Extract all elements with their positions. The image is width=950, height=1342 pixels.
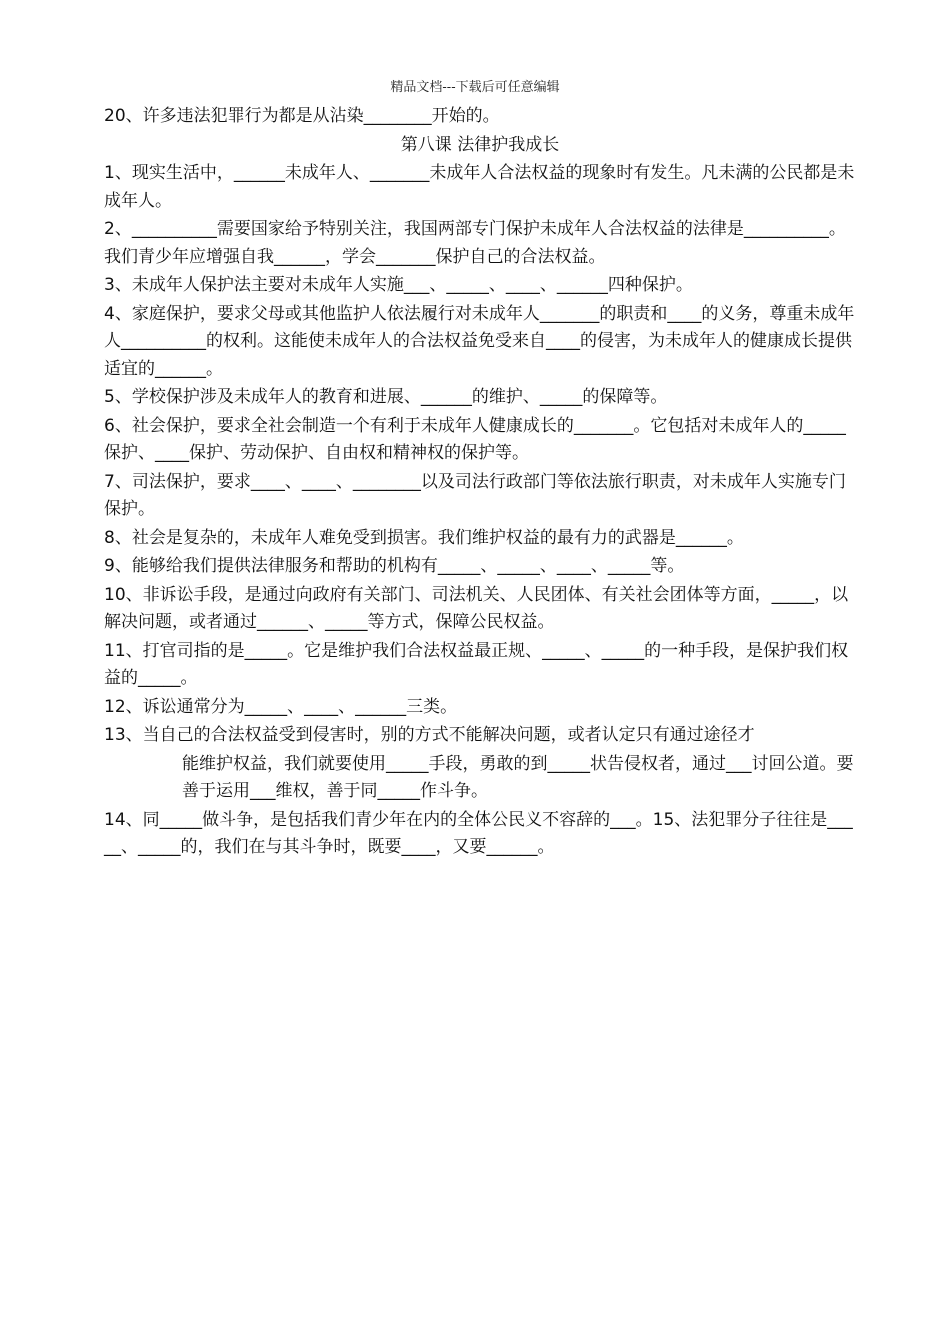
question-11: 11、打官司指的是_____。它是维护我们合法权益最正规、_____、_____的一种手段，是保护我们权益的_____。 xyxy=(104,640,849,688)
question-20: 20、许多违法犯罪行为都是从沾染________开始的。 xyxy=(104,106,500,126)
page-header: 精品文档---下载后可任意编辑 xyxy=(390,80,560,95)
lesson-title: 第八课 法律护我成长 xyxy=(400,134,560,155)
question-5: 5、学校保护涉及未成年人的教育和进展、______的维护、_____的保障等。 xyxy=(104,387,668,407)
question-13: 13、当自己的合法权益受到侵害时，别的方式不能解决问题，或者认定只有通过途径才 xyxy=(104,725,755,745)
question-9: 9、能够给我们提供法律服务和帮助的机构有_____、_____、____、_____等。 xyxy=(104,556,685,576)
question-10: 10、非诉讼手段，是通过向政府有关部门、司法机关、人民团体、有关社会团体等方面，_____，以解决问题，或者通过______、_____等方式，保障公民权益。 xyxy=(104,584,849,632)
question-3: 3、未成年人保护法主要对未成年人实施___、_____、____、______四种保护。 xyxy=(104,275,693,295)
question-6: 6、社会保护，要求全社会制造一个有利于未成年人健康成长的_______。它包括对未成年人的_____保护、____保护、劳动保护、自由权和精神权的保护等。 xyxy=(104,415,846,463)
worksheet-body xyxy=(104,103,856,863)
question-14-15: 14、同_____做斗争，是包括我们青少年在内的全体公民义不容辞的___。15、法犯罪分子往往是_____、_____的，我们在与其斗争时，既要____，又要______。 xyxy=(104,809,853,857)
question-2: 2、__________需要国家给予特别关注，我国两部专门保护未成年人合法权益的法律是__________。我们青少年应增强自我______，学会_______保护自己的合法权益。 xyxy=(104,219,846,267)
question-7: 7、司法保护，要求____、____、________以及司法行政部门等依法旅行职责，对未成年人实施专门保护。 xyxy=(104,471,846,519)
question-13-continued: 能维护权益，我们就要使用_____手段，勇敢的到_____状告侵权者，通过___讨回公道。要善于运用___维权，善于同_____作斗争。 xyxy=(182,753,854,801)
question-4: 4、家庭保护，要求父母或其他监护人依法履行对未成年人_______的职责和____的义务，尊重未成年人__________的权利。这能使未成年人的合法权益免受来自____的侵害，为未成年人的健康成长提供适宜的______。 xyxy=(104,303,855,379)
question-12: 12、诉讼通常分为_____、____、______三类。 xyxy=(104,696,458,717)
question-1: 1、现实生活中，______未成年人、_______未成年人合法权益的现象时有发生。凡未满的公民都是未成年人。 xyxy=(104,163,855,211)
question-8: 8、社会是复杂的，未成年人难免受到损害。我们维护权益的最有力的武器是______。 xyxy=(104,527,744,548)
